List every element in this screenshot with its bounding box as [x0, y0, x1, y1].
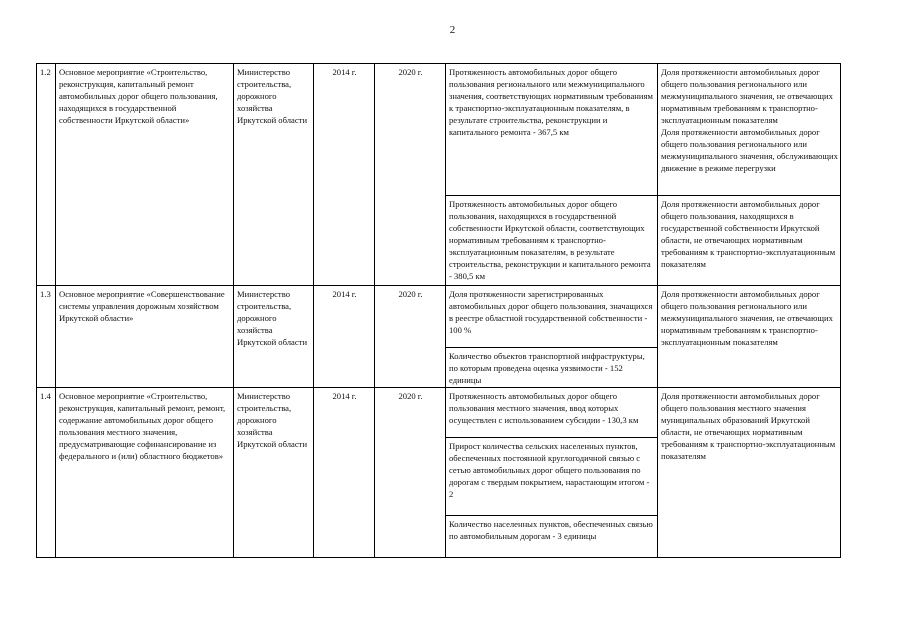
activity-name: Основное мероприятие «Строительство, реконструкция, капитальный ремонт автомобильных дорог общего пользования, находящихся в государственной собственности Иркутской области»	[56, 64, 234, 286]
target-indicator: Доля протяженности автомобильных дорог общего пользования регионального или межмуниципального значения, не отвечающих нормативным требованиям к транспортно-эксплуатационным показателям	[658, 286, 841, 388]
indicator: Прирост количества сельских населенных пунктов, обеспеченных постоянной круглогодичной связью с сетью автомобильных дорог общего пользования по дорогам с твердым покрытием, нарастающим итогом - 2	[446, 438, 658, 516]
start-year: 2014 г.	[314, 286, 375, 388]
indicator: Протяженность автомобильных дорог общего пользования местного значения, ввод которых осуществлен с использованием субсидии - 130,3 км	[446, 388, 658, 438]
activity-name: Основное мероприятие «Совершенствование системы управления дорожным хозяйством Иркутской области»	[56, 286, 234, 388]
end-year: 2020 г.	[375, 388, 446, 558]
indicator: Количество объектов транспортной инфраструктуры, по которым проведена оценка уязвимости - 152 единицы	[446, 348, 658, 388]
row-number: 1.3	[37, 286, 56, 388]
table-row	[37, 286, 841, 348]
row-number: 1.2	[37, 64, 56, 286]
row-number: 1.4	[37, 388, 56, 558]
table-row	[37, 64, 841, 196]
start-year: 2014 г.	[314, 388, 375, 558]
activity-name: Основное мероприятие «Строительство, реконструкция, капитальный ремонт, ремонт, содержание автомобильных дорог общего пользования местного значения, предусматривающие софинансирование из федерального и (или) областного бюджетов»	[56, 388, 234, 558]
indicator: Протяженность автомобильных дорог общего пользования, находящихся в государственной собственности Иркутской области, соответствующих нормативным требованиям к транспортно-эксплуатационным показателям, в результате строительства, реконструкции и капитального ремонта - 380,5 км	[446, 196, 658, 286]
target-indicator: Доля протяженности автомобильных дорог общего пользования регионального или межмуниципального значения, не отвечающих нормативным требованиям к транспортно-эксплуатационным показателям Доля протяженности автомобильных дорог общего пользования регионального или межмуниципального значения, обслуживающих движение в режиме перегрузки	[658, 64, 841, 196]
indicator: Протяженность автомобильных дорог общего пользования регионального или межмуниципального значения, соответствующих нормативным требованиям к транспортно-эксплуатационным показателям, в результате строительства, реконструкции и капитального ремонта - 367,5 км	[446, 64, 658, 196]
indicator: Доля протяженности зарегистрированных автомобильных дорог общего пользования, значащихся в реестре областной государственной собственности - 100 %	[446, 286, 658, 348]
executor: Министерство строительства, дорожного хозяйства Иркутской области	[234, 388, 314, 558]
target-indicator: Доля протяженности автомобильных дорог общего пользования местного значения муниципальных образований Иркутской области, не отвечающих нормативным требованиям к транспортно-эксплуатационным показателям	[658, 388, 841, 558]
indicator: Количество населенных пунктов, обеспеченных связью по автомобильным дорогам - 3 единицы	[446, 516, 658, 558]
target-indicator: Доля протяженности автомобильных дорог общего пользования, находящихся в государственной собственности Иркутской области, не отвечающих нормативным требованиям к транспортно-эксплуатационным показателям	[658, 196, 841, 286]
end-year: 2020 г.	[375, 64, 446, 286]
end-year: 2020 г.	[375, 286, 446, 388]
start-year: 2014 г.	[314, 64, 375, 286]
activities-table	[36, 63, 841, 558]
page-number: 2	[449, 24, 456, 36]
table-row	[37, 388, 841, 438]
executor: Министерство строительства, дорожного хозяйства Иркутской области	[234, 286, 314, 388]
executor: Министерство строительства, дорожного хозяйства Иркутской области	[234, 64, 314, 286]
